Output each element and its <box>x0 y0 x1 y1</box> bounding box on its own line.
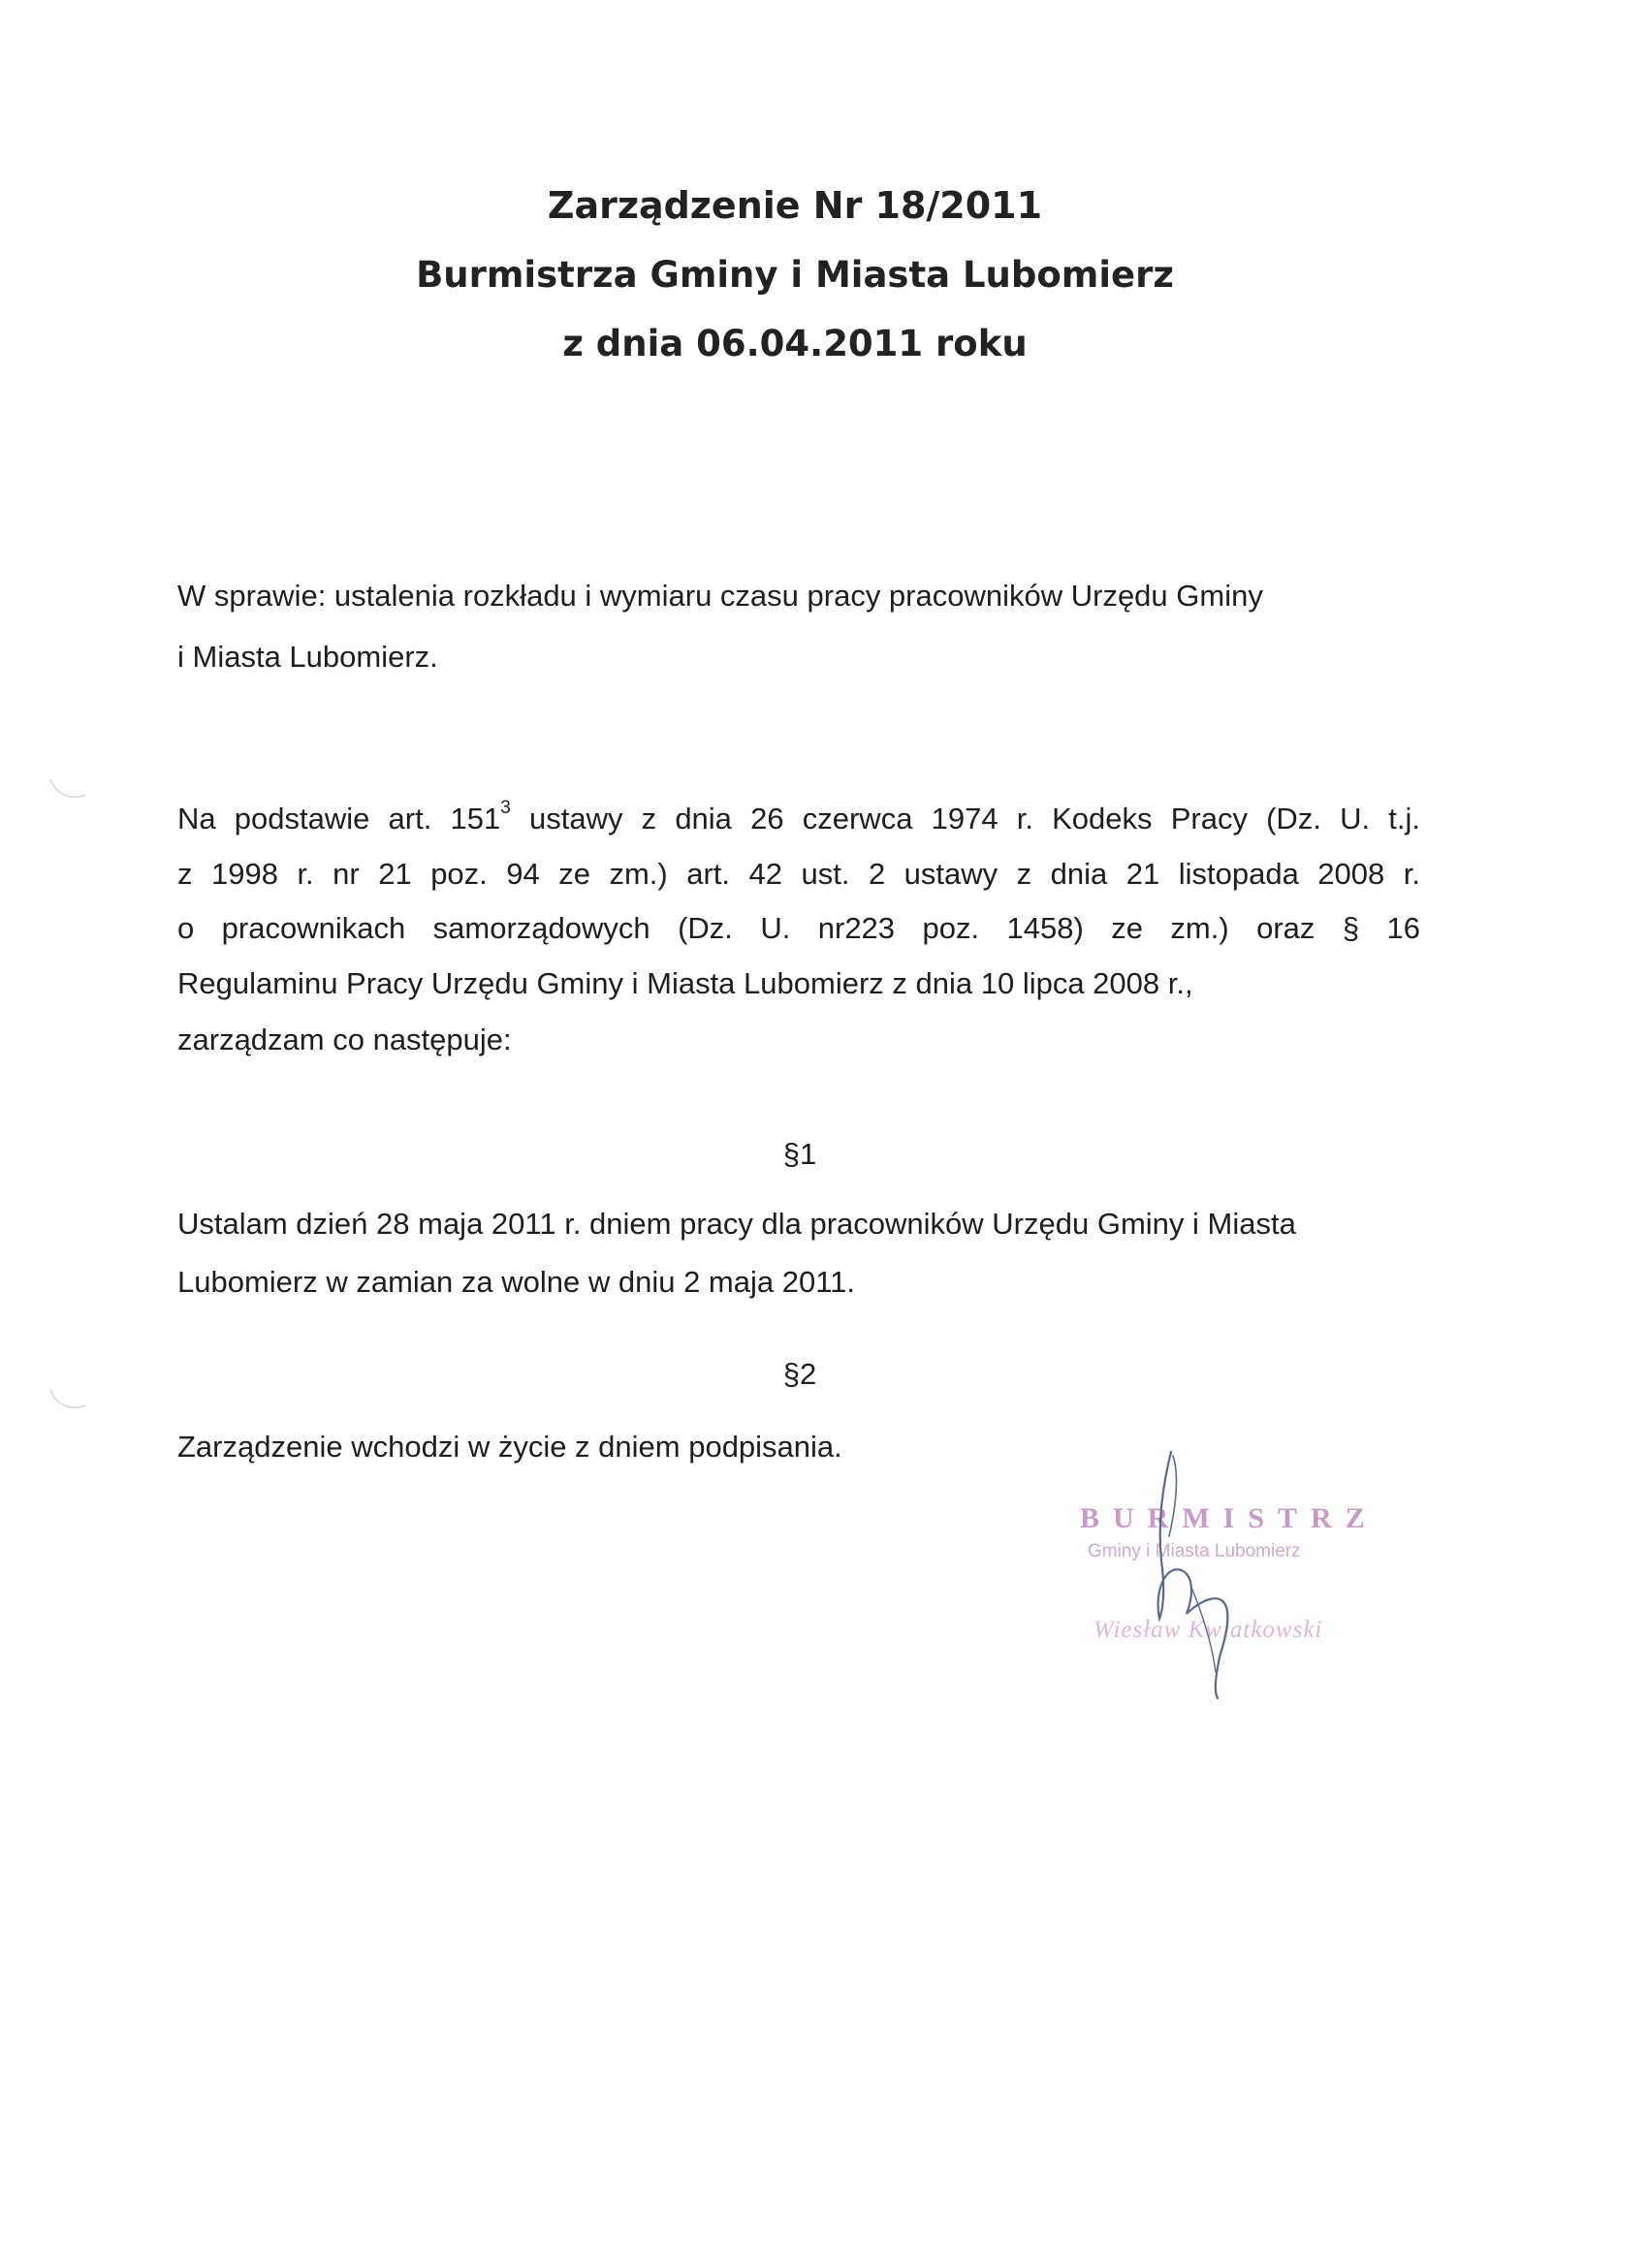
section-2-line-1: Zarządzenie wchodzi w życie z dniem podpisania. <box>177 1430 842 1464</box>
document-issuer: Burmistrza Gminy i Miasta Lubomierz <box>416 254 1174 296</box>
stamp-subtitle: Gminy i Miasta Lubomierz <box>1088 1541 1301 1561</box>
basis-line-1-text-cont: ustawy z dnia 26 czerwca 1974 r. Kodeks Pracy (Dz. U. t.j. <box>510 802 1420 835</box>
basis-line-3: o pracownikach samorządowych (Dz. U. nr223 poz. 1458) ze zm.) oraz § 16 <box>177 911 1420 945</box>
basis-line-2: z 1998 r. nr 21 poz. 94 ze zm.) art. 42 ust. 2 ustawy z dnia 21 listopada 2008 r. <box>177 857 1420 891</box>
document-title: Zarządzenie Nr 18/2011 <box>547 184 1043 227</box>
basis-superscript: 3 <box>500 798 511 818</box>
section-1-heading: §1 <box>782 1137 817 1171</box>
basis-line-4: Regulaminu Pracy Urzędu Gminy i Miasta Lubomierz z dnia 10 lipca 2008 r., <box>177 966 1193 1000</box>
basis-line-1-text: Na podstawie art. 151 <box>177 802 501 835</box>
subject-line-2: i Miasta Lubomierz. <box>177 640 438 674</box>
handwritten-signature <box>1134 1444 1270 1706</box>
basis-line-5: zarządzam co następuje: <box>177 1023 512 1056</box>
punch-hole-mark <box>48 775 87 804</box>
stamp-name: Wiesław Kwiatkowski <box>1093 1617 1323 1643</box>
stamp-title: BURMISTRZ <box>1080 1502 1379 1534</box>
section-1-line-2: Lubomierz w zamian za wolne w dniu 2 maja 2011. <box>177 1265 856 1299</box>
section-1-line-1: Ustalam dzień 28 maja 2011 r. dniem pracy dla pracowników Urzędu Gminy i Miasta <box>177 1207 1296 1241</box>
punch-hole-mark <box>48 1386 87 1415</box>
section-2-heading: §2 <box>782 1357 817 1391</box>
document-date: z dnia 06.04.2011 roku <box>562 323 1028 364</box>
basis-line-1 <box>177 798 1420 836</box>
subject-line-1: W sprawie: ustalenia rozkładu i wymiaru czasu pracy pracowników Urzędu Gminy <box>177 579 1263 613</box>
